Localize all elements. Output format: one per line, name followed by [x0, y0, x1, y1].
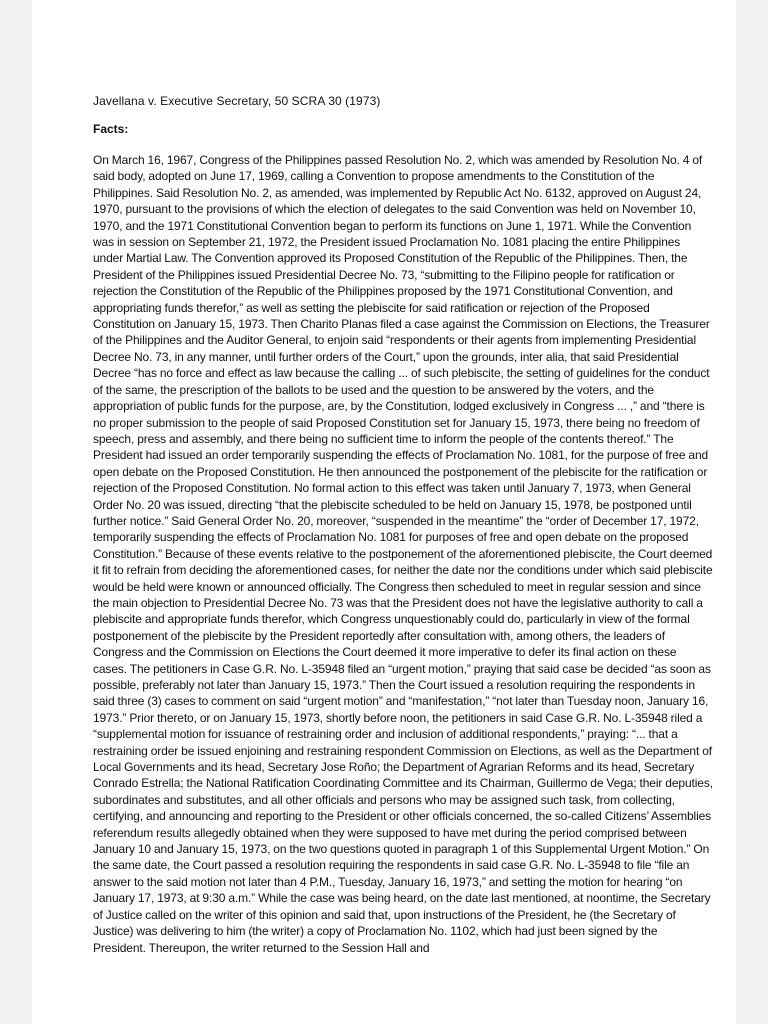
facts-paragraph: On March 16, 1967, Congress of the Philippines passed Resolution No. 2, which was amended by Resolution No. 4 of said body, adopted on June 17, 1969, calling a Convention to propose amendments to the Constitution of the Philippines. Said Resolution No. 2, as amended, was implemented by Republic Act No. 6132, approved on August 24, 1970, pursuant to the provisions of which the election of delegates to the said Convention was held on November 10, 1970, and the 1971 Constitutional Convention began to perform its functions on June 1, 1971. While the Convention was in session on September 21, 1972, the President issued Proclamation No. 1081 placing the entire Philippines under Martial Law. The Convention approved its Proposed Constitution of the Republic of the Philippines. Then, the President of the Philippines issued Presidential Decree No. 73, “submitting to the Filipino people for ratification or rejection the Constitution of the Republic of the Philippines proposed by the 1971 Constitutional Convention, and appropriating funds therefor,” as well as setting the plebiscite for said ratification or rejection of the Proposed Constitution on January 15, 1973. Then Charito Planas filed a case against the Commission on Elections, the Treasurer of the Philippines and the Auditor General, to enjoin said “respondents or their agents from implementing Presidential Decree No. 73, in any manner, until further orders of the Court,” upon the grounds, inter alia, that said Presidential Decree “has no force and effect as law because the calling ... of such plebiscite, the setting of guidelines for the conduct of the same, the prescription of the ballots to be used and the question to be answered by the voters, and the appropriation of public funds for the purpose, are, by the Constitution, lodged exclusively in Congress ... ,” and “there is no proper submission to the people of said Proposed Constitution set for January 15, 1973, there being no freedom of speech, press and assembly, and there being no sufficient time to inform the people of the contents thereof.” The President had issued an order temporarily suspending the effects of Proclamation No. 1081, for the purpose of free and open debate on the Proposed Constitution. He then announced the postponement of the plebiscite for the ratification or rejection of the Proposed Constitution. No formal action to this effect was taken until January 7, 1973, when General Order No. 20 was issued, directing “that the plebiscite scheduled to be held on January 15, 1978, be postponed until further notice.” Said General Order No. 20, moreover, “suspended in the meantime” the “order of December 17, 1972, temporarily suspending the effects of Proclamation No. 1081 for purposes of free and open debate on the proposed Constitution.” Because of these events relative to the postponement of the aforementioned plebiscite, the Court deemed it fit to refrain from deciding the aforementioned cases, for neither the date nor the conditions under which said plebiscite would be held were known or announced officially. The Congress then scheduled to meet in regular session and since the main objection to Presidential Decree No. 73 was that the President does not have the legislative authority to call a plebiscite and appropriate funds therefor, which Congress unquestionably could do, particularly in view of the formal postponement of the plebiscite by the President reportedly after consultation with, among others, the leaders of Congress and the Commission on Elections the Court deemed it more imperative to defer its final action on these cases. The petitioners in Case G.R. No. L-35948 filed an “urgent motion,” praying that said case be decided “as soon as possible, preferably not later than January 15, 1973.” Then the Court issued a resolution requiring the respondents in said three (3) cases to comment on said “urgent motion” and “manifestation,” “not later than Tuesday noon, January 16, 1973.” Prior thereto, or on January 15, 1973, shortly before noon, the petitioners in said Case G.R. No. L-35948 riled a “supplemental motion for issuance of restraining order and inclusion of additional respondents,” praying: “... that a restraining order be issued enjoining and restraining respondent Commission on Elections, as well as the Department of Local Governments and its head, Secretary Jose Roño; the Department of Agrarian Reforms and its head, Secretary Conrado Estrella; the National Ratification Coordinating Committee and its Chairman, Guillermo de Vega; their deputies, subordinates and substitutes, and all other officials and persons who may be assigned such task, from collecting, certifying, and announcing and reporting to the President or other officials concerned, the so-called Citizens’ Assemblies referendum results allegedly obtained when they were supposed to have met during the period comprised between January 10 and January 15, 1973, on the two questions quoted in paragraph 1 of this Supplemental Urgent Motion.” On the same date, the Court passed a resolution requiring the respondents in said case G.R. No. L-35948 to file “file an answer to the said motion not later than 4 P.M., Tuesday, January 16, 1973,” and setting the motion for hearing “on January 17, 1973, at 9:30 a.m.” While the case was being heard, on the date last mentioned, at noontime, the Secretary of Justice called on the writer of this opinion and said that, upon instructions of the President, he (the Secretary of Justice) was delivering to him (the writer) a copy of Proclamation No. 1102, which had just been signed by the President. Thereupon, the writer returned to the Session Hall and — [93, 153, 713, 955]
document-title: Javellana v. Executive Secretary, 50 SCRA 30 (1973) — [93, 94, 381, 108]
document-page — [32, 0, 736, 1024]
document-content — [93, 93, 713, 956]
section-heading-facts: Facts: — [93, 122, 129, 136]
